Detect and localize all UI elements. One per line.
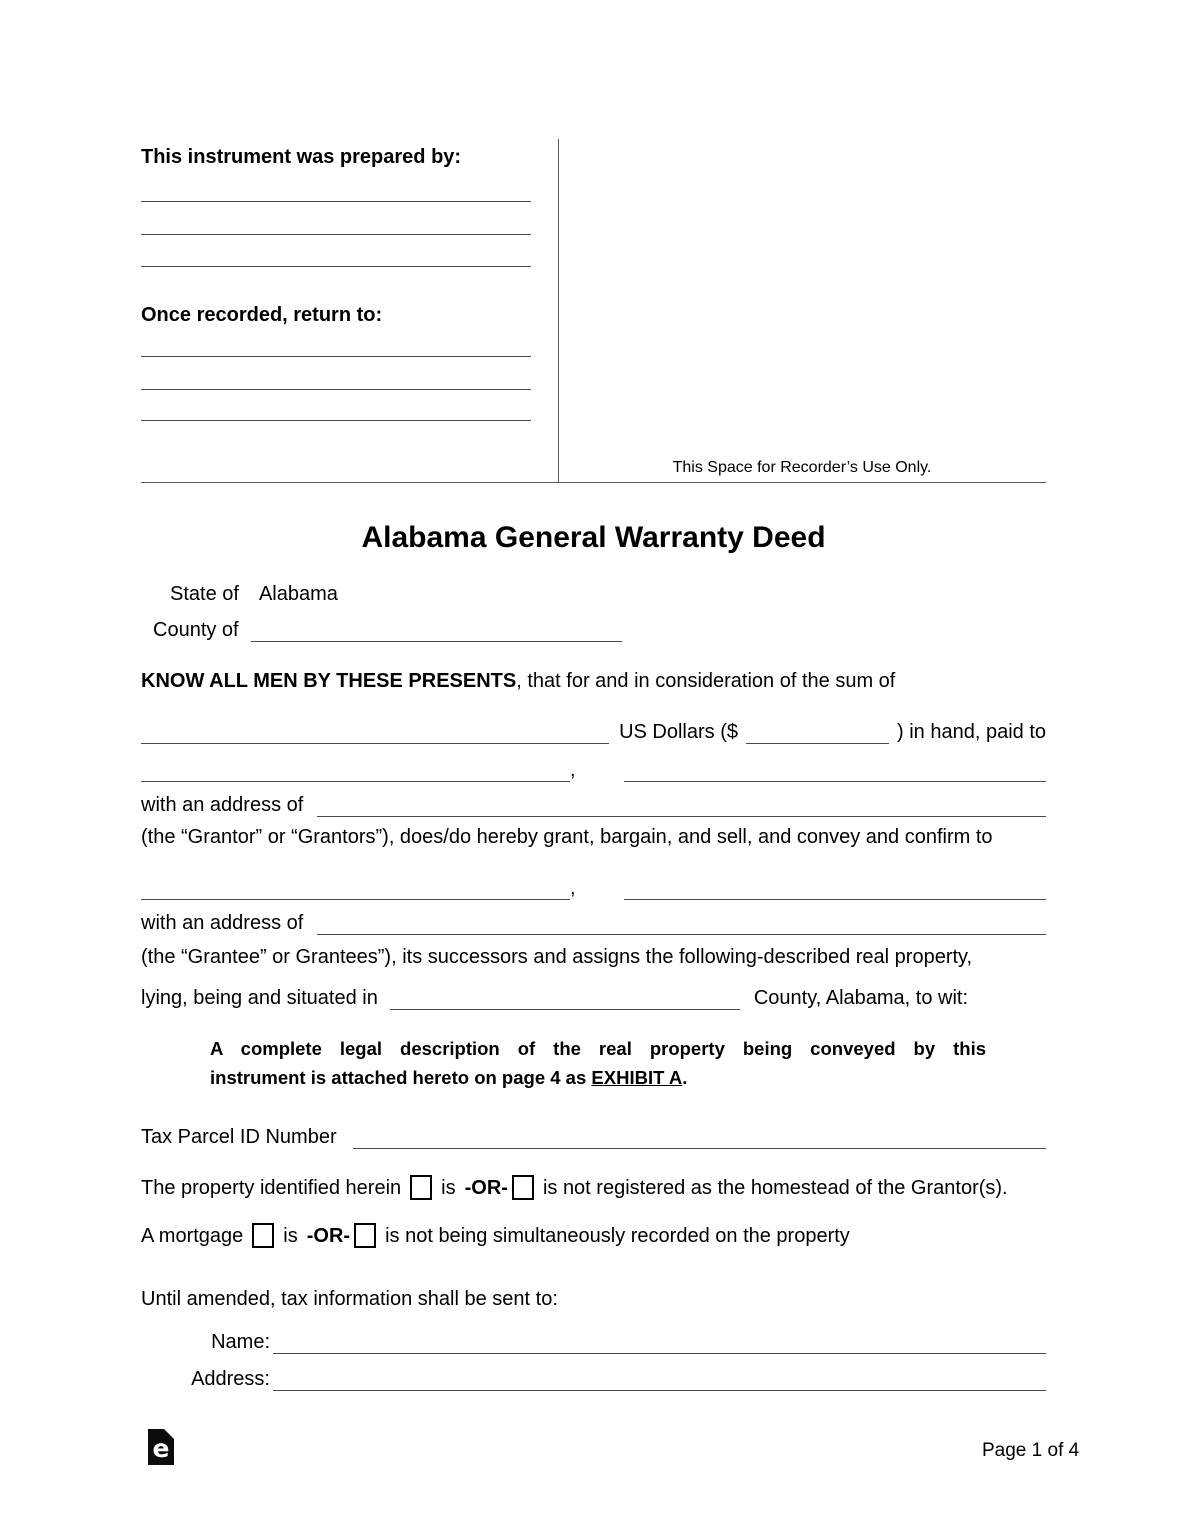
homestead-text-post: is not registered as the homestead of the Grantor(s). (542, 1177, 1008, 1199)
return-to-line-1[interactable] (141, 356, 531, 357)
return-to-line-2[interactable] (141, 389, 531, 390)
presents-rest: , that for and in consideration of the sum of (516, 670, 896, 692)
tax-name-line (141, 1326, 1046, 1354)
mortgage-is-not-checkbox[interactable] (354, 1223, 376, 1248)
eforms-logo (148, 1429, 174, 1465)
dollars-line (141, 716, 1046, 744)
page-number: Page 1 of 4 (982, 1440, 1080, 1461)
legal-period: . (682, 1067, 688, 1088)
tax-name-blank[interactable] (273, 1351, 1046, 1354)
return-to-line-3[interactable] (141, 420, 531, 421)
situated-county-blank[interactable] (390, 1007, 740, 1010)
state-value: Alabama (258, 583, 338, 605)
return-to-label: Once recorded, return to: (141, 304, 383, 326)
grantee-name-line (141, 872, 1046, 900)
legal-line-2-text: instrument is attached hereto on page 4 as (210, 1067, 587, 1088)
tax-parcel-line (141, 1121, 1046, 1149)
state-line (170, 583, 338, 606)
grantee-address-label: with an address of (141, 912, 304, 934)
in-hand-label: ) in hand, paid to (897, 721, 1046, 743)
homestead-line (141, 1172, 1008, 1200)
homestead-is-checkbox[interactable] (410, 1175, 432, 1200)
grantor-comma: , (570, 759, 576, 781)
grantor-name-line (141, 754, 1046, 782)
county-line (153, 614, 622, 642)
grantor-name-blank-2[interactable] (624, 779, 1046, 782)
grantor-name-blank[interactable] (141, 779, 570, 782)
page-title: Alabama General Warranty Deed (361, 521, 826, 554)
grantee-comma: , (570, 877, 576, 899)
recorder-space-note: This Space for Recorder’s Use Only. (672, 459, 932, 476)
grantee-address-line (141, 907, 1046, 935)
tax-address-label: Address: (191, 1368, 270, 1390)
situated-label: lying, being and situated in (141, 987, 378, 1009)
grantee-name-blank-2[interactable] (624, 897, 1046, 900)
tax-parcel-label: Tax Parcel ID Number (141, 1126, 337, 1148)
grantee-clause: (the “Grantee” or Grantees”), its successors and assigns the following-described real property, (141, 946, 973, 968)
tax-address-line (141, 1363, 1046, 1391)
recorder-divider (558, 139, 559, 483)
tax-info-intro: Until amended, tax information shall be sent to: (141, 1288, 558, 1310)
homestead-is-label: is (441, 1177, 456, 1199)
presents-line (141, 670, 895, 693)
grantor-address-blank[interactable] (317, 814, 1046, 817)
prepared-by-line-1[interactable] (141, 201, 531, 202)
situated-line (141, 982, 1046, 1010)
prepared-by-label: This instrument was prepared by: (141, 146, 462, 168)
tax-parcel-blank[interactable] (353, 1146, 1046, 1149)
recorder-rule (141, 482, 1046, 483)
grantee-address-blank[interactable] (317, 932, 1046, 935)
state-label: State of (170, 583, 239, 605)
presents-bold: KNOW ALL MEN BY THESE PRESENTS (141, 670, 517, 692)
legal-line-2 (210, 1063, 986, 1092)
eforms-e-icon: e (152, 1434, 170, 1463)
legal-description-notice (210, 1034, 986, 1092)
prepared-by-line-2[interactable] (141, 234, 531, 235)
exhibit-a-link: EXHIBIT A (591, 1067, 683, 1088)
mortgage-is-label: is (283, 1225, 298, 1247)
county-blank[interactable] (251, 639, 622, 642)
legal-line-1: A complete legal description of the real property being conveyed by this (210, 1038, 986, 1059)
homestead-is-not-checkbox[interactable] (512, 1175, 534, 1200)
mortgage-is-checkbox[interactable] (252, 1223, 274, 1248)
prepared-by-line-3[interactable] (141, 266, 531, 267)
homestead-or-label: -OR- (464, 1177, 508, 1199)
county-suffix: County, Alabama, to wit: (753, 987, 969, 1009)
sum-written-blank[interactable] (141, 741, 609, 744)
county-label: County of (153, 619, 239, 641)
dollars-label: US Dollars ($ (619, 721, 738, 743)
tax-name-label: Name: (211, 1331, 270, 1353)
grantor-address-line (141, 789, 1046, 817)
grantor-clause: (the “Grantor” or “Grantors”), does/do hereby grant, bargain, and sell, and convey and confirm to (141, 826, 993, 848)
mortgage-or-label: -OR- (306, 1225, 351, 1247)
homestead-text-pre: The property identified herein (141, 1177, 402, 1199)
mortgage-line (141, 1220, 850, 1248)
grantor-address-label: with an address of (141, 794, 304, 816)
mortgage-text-pre: A mortgage (141, 1225, 244, 1247)
amount-blank[interactable] (746, 741, 889, 744)
grantee-name-blank[interactable] (141, 897, 570, 900)
mortgage-text-post: is not being simultaneously recorded on the property (385, 1225, 850, 1247)
tax-address-blank[interactable] (273, 1388, 1046, 1391)
